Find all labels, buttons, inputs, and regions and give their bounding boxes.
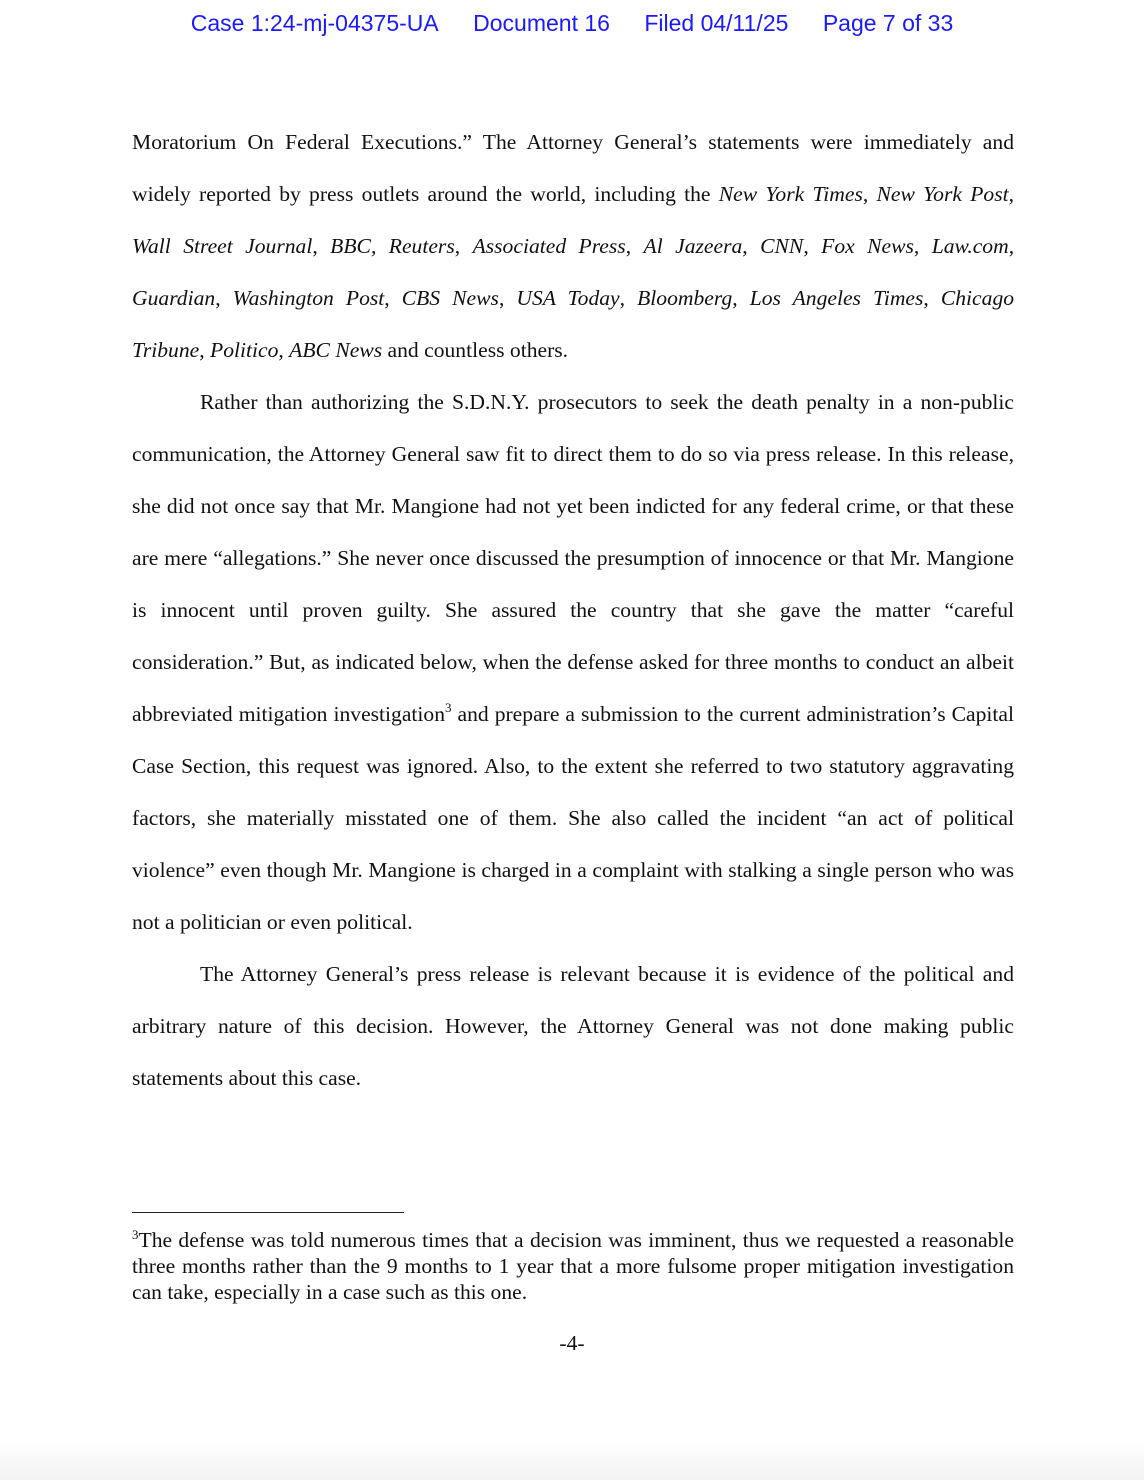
- outlet-name: Bloomberg: [637, 286, 733, 310]
- paragraph-text: Moratorium On Federal Executions.” The Attorney General’s statements were immediately and widely reported by press outlets around the world, including the: [132, 130, 1014, 206]
- outlet-name: Los Angeles Times: [749, 286, 924, 310]
- outlet-name: Al Jazeera: [643, 234, 743, 258]
- page-number: -4-: [559, 1331, 585, 1355]
- body-text: [132, 116, 1014, 1104]
- footnote-marker: 3: [132, 1227, 139, 1242]
- outlet-name: Reuters: [388, 234, 455, 258]
- outlet-name: Washington Post: [232, 286, 385, 310]
- outlet-name: Chicago Tribune: [132, 286, 1015, 362]
- outlet-name: Wall Street Journal: [132, 234, 313, 258]
- footnote-text: The defense was told numerous times that a decision was imminent, thus we requested a reasonable three months rather than the 9 months to 1 year that a more fulsome proper mitigation investigation can take, especially in a case such as this one.: [132, 1228, 1014, 1304]
- outlet-name: BBC: [330, 234, 371, 258]
- header-case-number: Case 1:24-mj-04375-UA: [190, 10, 439, 36]
- outlet-name: Politico: [210, 338, 279, 362]
- outlet-name: Guardian: [132, 286, 216, 310]
- outlet-name: Law.com: [931, 234, 1009, 258]
- paragraph-text: and countless others.: [382, 338, 569, 362]
- paragraph-press-coverage: Moratorium On Federal Executions.” The Attorney General’s statements were immediately and widely reported by press outlets around the world, including the New York Times, New York Post, Wall Street Journal, BBC, Reuters, Associated Press, Al Jazeera, CNN, Fox News, Law.com, Guardian, Washington Post, CBS News, USA Today, Bloomberg, Los Angeles Times, Chicago Tribune, Politico, ABC News and countless others.: [132, 130, 1015, 362]
- footnote-reference[interactable]: 3: [445, 700, 452, 715]
- header-page-count: Page 7 of 33: [822, 10, 954, 36]
- outlet-name: CNN: [760, 234, 804, 258]
- paragraph-text: and prepare a submission to the current administration’s Capital Case Section, this request was ignored. Also, to the extent she referred to two statutory aggravating factors, she materially misstated one of them. She also called the incident “an act of political violence” even though Mr. Mangione is charged in a complaint with stalking a single person who was not a politician or even political.: [132, 702, 1014, 934]
- header-document-number: Document 16: [473, 10, 610, 36]
- outlet-name: New York Times: [718, 182, 863, 206]
- page-bottom-shade: [0, 1440, 1144, 1480]
- footnote: [132, 1227, 1014, 1305]
- outlet-name: ABC News: [289, 338, 383, 362]
- outlet-name: Associated Press: [472, 234, 626, 258]
- paragraph-press-release: [132, 376, 1014, 948]
- outlet-name: CBS News: [401, 286, 499, 310]
- paragraph-text: Rather than authorizing the S.D.N.Y. prosecutors to seek the death penalty in a non-public communication, the Attorney General saw fit to direct them to do so via press release. In this release, she did not once say that Mr. Mangione had not yet been indicted for any federal crime, or that these are mere “allegations.” She never once discussed the presumption of innocence or that Mr. Mangione is innocent until proven guilty. She assured the country that she gave the matter “careful consideration.” But, as indicated below, when the defense asked for three months to conduct an albeit abbreviated mitigation investigation: [132, 390, 1014, 726]
- outlet-name: USA Today: [516, 286, 620, 310]
- outlet-name: New York Post: [876, 182, 1009, 206]
- footnote-divider: [132, 1212, 404, 1213]
- paragraph-relevance: The Attorney General’s press release is relevant because it is evidence of the political and arbitrary nature of this decision. However, the Attorney General was not done making public statements about this case.: [132, 962, 1014, 1090]
- header-filed-date: Filed 04/11/25: [644, 10, 789, 36]
- outlet-name: Fox News: [821, 234, 914, 258]
- ecf-header: [0, 10, 1144, 37]
